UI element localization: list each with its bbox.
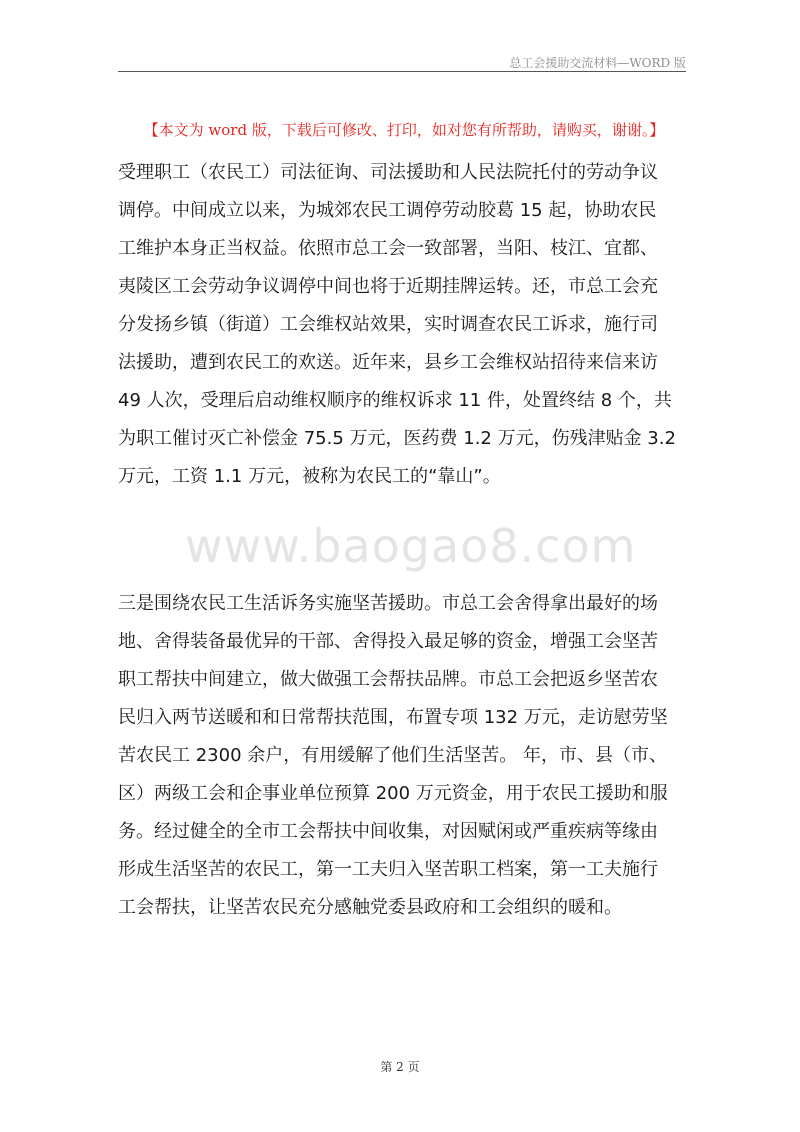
paragraph-line: 调停。中间成立以来，为城郊农民工调停劳动胶葛 15 起，协助农民 — [118, 200, 657, 221]
paragraph-line: 万元，工资 1.1 万元，被称为农民工的“靠山”。 — [118, 466, 501, 487]
paragraph-line: 夷陵区工会劳动争议调停中间也将于近期挂牌运转。还，市总工会充 — [118, 276, 658, 297]
paragraph-1 — [118, 154, 676, 496]
purchase-notice: 【本文为 word 版，下载后可修改、打印，如对您有所帮助，请购买，谢谢。】 — [143, 121, 665, 139]
page-header — [118, 51, 686, 72]
paragraph-line: 工会帮扶，让坚苦农民充分感触党委县政府和工会组织的暖和。 — [118, 897, 622, 918]
paragraph-line: 受理职工（农民工）司法征询、司法援助和人民法院托付的劳动争议 — [118, 162, 658, 183]
paragraph-line: 形成生活坚苦的农民工，第一工夫归入坚苦职工档案，第一工夫施行 — [118, 859, 658, 880]
paragraph-line: 49 人次，受理后启动维权顺序的维权诉求 11 件，处置终结 8 个，共 — [118, 390, 672, 411]
paragraph-line: 苦农民工 2300 余户，有用缓解了他们生活坚苦。 年，市、县（市、 — [118, 745, 667, 766]
paragraph-line: 民归入两节送暖和和日常帮扶范围，布置专项 132 万元，走访慰劳坚 — [118, 707, 668, 728]
header-title: 总工会援助交流材料—WORD 版 — [509, 56, 686, 70]
paragraph-line: 区）两级工会和企事业单位预算 200 万元资金，用于农民工援助和服 — [118, 783, 668, 804]
paragraph-line: 地、舍得装备最优异的干部、舍得投入最足够的资金，增强工会坚苦 — [118, 631, 658, 652]
paragraph-line: 务。经过健全的全市工会帮扶中间收集，对因赋闲或严重疾病等缘由 — [118, 821, 658, 842]
paragraph-line: 为职工催讨灭亡补偿金 75.5 万元，医药费 1.2 万元，伤残津贴金 3.2 — [118, 428, 676, 449]
watermark: www.baogao8.com — [185, 519, 637, 573]
paragraph-2 — [118, 585, 668, 927]
paragraph-line: 职工帮扶中间建立，做大做强工会帮扶品牌。市总工会把返乡坚苦农 — [118, 669, 658, 690]
page-number: 第 2 页 — [380, 1060, 420, 1074]
paragraph-line: 工维护本身正当权益。依照市总工会一致部署，当阳、枝江、宜都、 — [118, 238, 658, 259]
paragraph-line: 分发扬乡镇（街道）工会维权站效果，实时调查农民工诉求，施行司 — [118, 314, 658, 335]
paragraph-line: 法援助，遭到农民工的欢送。近年来，县乡工会维权站招待来信来访 — [118, 352, 658, 373]
paragraph-line: 三是围绕农民工生活诉务实施坚苦援助。市总工会舍得拿出最好的场 — [118, 593, 658, 614]
